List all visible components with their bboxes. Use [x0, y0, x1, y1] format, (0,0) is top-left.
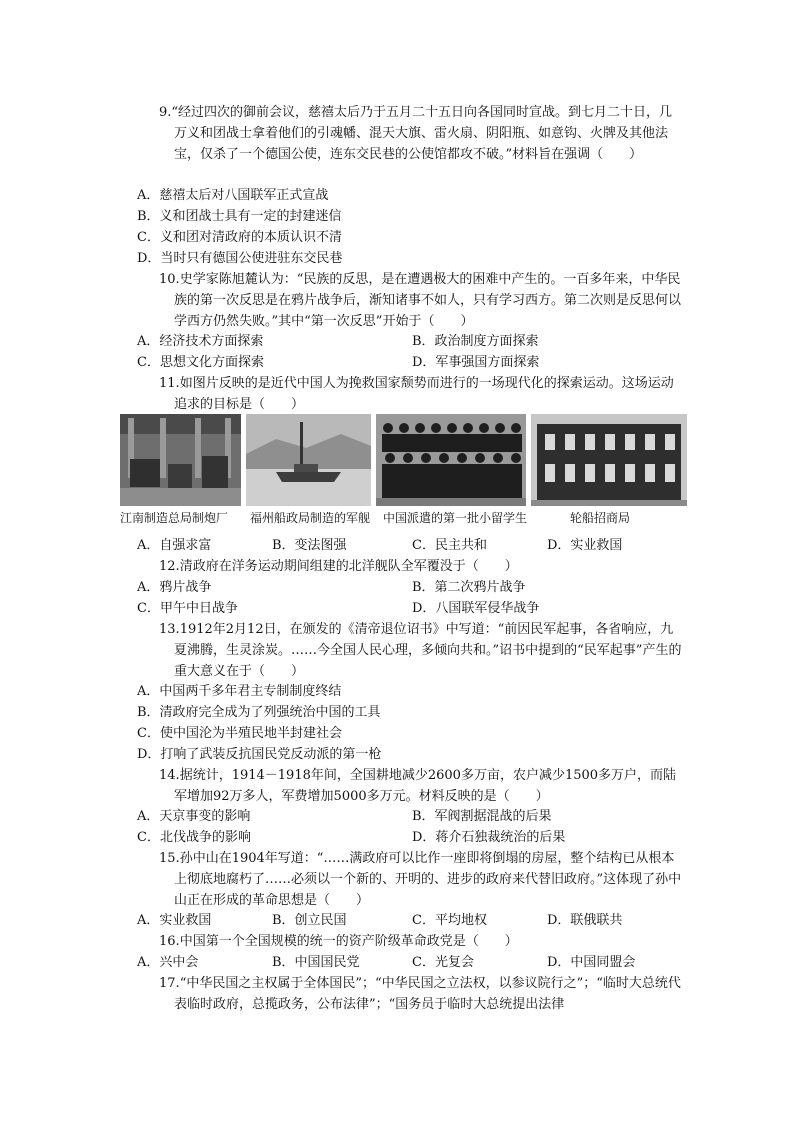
option-a: A．经济技术方面探索	[137, 334, 264, 349]
option-b: B．第二次鸦片战争	[412, 580, 526, 595]
option-c: C．光复会	[412, 955, 474, 970]
question-15-stem: 15.孙中山在1904年写道：“……满政府可以比作一座即将倒塌的房屋，整个结构已从根本上彻底地腐朽了……必须以一个新的、开明的、进步的政府来代替旧政府。”这体现了孙中山正在形成的革命思想是（ ）	[159, 851, 682, 908]
option-d: D．实业救国	[547, 538, 623, 553]
question-number: 13.	[159, 622, 180, 637]
option-c: C．甲午中日战争	[137, 601, 238, 616]
question-number: 15.	[159, 851, 180, 866]
option-c: C．北伐战争的影响	[137, 830, 251, 845]
option-b: B．中国国民党	[272, 955, 360, 970]
option-d: D．军事强国方面探索	[412, 355, 540, 370]
question-17-stem: 17.“中华民国之主权属于全体国民”；“中华民国之立法权，以参议院行之”；“临时大总统代表临时政府，总揽政务，公布法律”；“国务员于临时大总统提出法律	[159, 976, 681, 1012]
photo-building	[531, 414, 687, 506]
option-a: A．自强求富	[137, 538, 212, 553]
option-b: B．清政府完全成为了列强统治中国的工具	[137, 705, 381, 720]
option-a: A．鸦片战争	[137, 580, 212, 595]
option-b: B．创立民国	[272, 913, 347, 928]
photo-arsenal	[120, 414, 241, 506]
caption-students: 中国派遣的第一批小留学生	[383, 511, 528, 525]
caption-building: 轮船招商局	[570, 511, 631, 525]
option-a: A．中国两千多年君主专制制度终结	[137, 684, 342, 699]
caption-arsenal: 江南制造总局制炮厂	[120, 511, 229, 525]
option-d: D．八国联军侵华战争	[412, 601, 540, 616]
question-12-stem: 12.清政府在洋务运动期间组建的北洋舰队全军覆没于（ ）	[159, 559, 518, 574]
option-c: C．民主共和	[412, 538, 487, 553]
option-c: C．义和团对清政府的本质认识不清	[137, 230, 342, 245]
question-10-stem: 10.史学家陈旭麓认为：“民族的反思，是在遭遇极大的困难中产生的。一百多年来，中华民族的第一次反思是在鸦片战争后，渐知诸事不如人，只有学习西方。第二次则是反思何以学西方仍然失败。”其中“第一次反思”开始于（ ）	[159, 272, 682, 329]
option-d: D．当时只有德国公使进驻东交民巷	[137, 251, 343, 266]
question-number: 9.	[159, 105, 172, 120]
question-14-stem: 14.据统计，1914－1918年间，全国耕地减少2600多万亩，农户减少1500多万户，而陆军增加92万多人，军费增加5000多万元。材料反映的是（ ）	[159, 768, 677, 804]
option-d: D．联俄联共	[547, 913, 623, 928]
question-16-stem: 16.中国第一个全国规模的统一的资产阶级革命政党是（ ）	[159, 934, 518, 949]
option-d: D．蒋介石独裁统治的后果	[412, 830, 566, 845]
option-a: A．实业救国	[137, 913, 212, 928]
question-number: 17.	[159, 976, 180, 991]
question-13-stem: 13.1912年2月12日，在颁发的《清帝退位诏书》中写道：“前因民军起事，各省响应，九夏沸腾，生灵涂炭。……今全国人民心理，多倾向共和。”诏书中提到的“民军起事”产生的重大意义在于（ ）	[159, 622, 682, 679]
question-number: 14.	[159, 768, 180, 783]
option-b: B．义和团战士具有一定的封建迷信	[137, 209, 342, 224]
option-c: C．平均地权	[412, 913, 487, 928]
option-a: A．兴中会	[137, 955, 199, 970]
photo-warship	[246, 414, 371, 506]
question-11-stem: 11.如图片反映的是近代中国人为挽救国家颓势而进行的一场现代化的探索运动。这场运动追求的目标是（ ）	[159, 376, 674, 412]
option-b: B．军阀割据混战的后果	[412, 809, 552, 824]
option-b: B．政治制度方面探索	[412, 334, 539, 349]
question-number: 10.	[159, 272, 180, 287]
option-d: D．打响了武装反抗国民党反动派的第一枪	[137, 747, 382, 762]
option-b: B．变法图强	[272, 538, 347, 553]
photo-students	[376, 414, 526, 506]
photo-strip	[120, 414, 687, 506]
option-c: C．思想文化方面探索	[137, 355, 264, 370]
question-number: 16.	[159, 934, 180, 949]
question-9-stem: 9.“经过四次的御前会议，慈禧太后乃于五月二十五日向各国同时宣战。到七月二十日，几万义和团战士拿着他们的引魂幡、混天大旗、雷火扇、阴阳瓶、如意钩、火牌及其他法宝，仅杀了一个德国公使，连东交民巷的公使馆都攻不破。”材料旨在强调（ ）	[159, 105, 673, 162]
option-a: A．天京事变的影响	[137, 809, 251, 824]
caption-warship: 福州船政局制造的军舰	[250, 511, 371, 525]
option-d: D．中国同盟会	[547, 955, 636, 970]
option-a: A．慈禧太后对八国联军正式宣战	[137, 188, 329, 203]
question-number: 12.	[159, 559, 180, 574]
option-c: C．使中国沦为半殖民地半封建社会	[137, 726, 342, 741]
question-number: 11.	[159, 376, 180, 391]
